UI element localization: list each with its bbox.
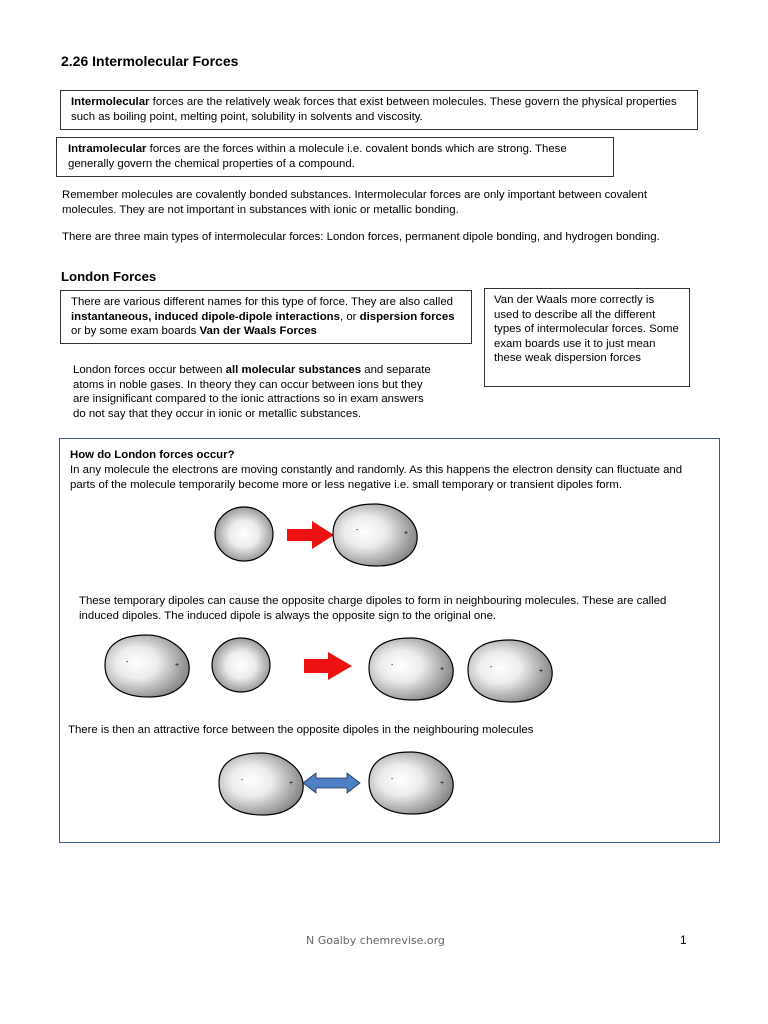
occur-paragraph: London forces occur between all molecular substances and separate atoms in noble gases. In theory they can occur between ions but they are insignificant compared to the ionic attractions so in exam answers do not say that they occur in ionic or metallic substances.	[73, 364, 431, 420]
minus-sign: -	[391, 662, 394, 669]
minus-sign: -	[356, 527, 359, 534]
footer-credit: N Goalby chemrevise.org	[306, 934, 445, 947]
neutral-molecule	[215, 507, 273, 561]
red-arrow-1	[287, 521, 334, 549]
van-der-waals-text: Van der Waals more correctly is used to describe all the different types of intermolecular forces. Some exam boards use it to just mean these weak dispersion forces	[494, 294, 679, 365]
plus-sign: +	[404, 530, 409, 537]
plus-sign: +	[440, 666, 445, 673]
minus-sign: -	[241, 777, 244, 784]
red-arrow-2	[304, 652, 352, 680]
london-forces-heading: London Forces	[61, 269, 157, 284]
intermolecular-definition: Intermolecular forces are the relatively weak forces that exist between molecules. These govern the physical properties such as boiling point, melting point, solubility in solvents and viscosity.	[71, 96, 677, 123]
minus-sign: -	[490, 664, 493, 671]
types-paragraph: There are three main types of intermolecular forces: London forces, permanent dipole bonding, and hydrogen bonding.	[62, 231, 660, 243]
plus-sign: +	[440, 780, 445, 787]
plus-sign: +	[175, 662, 180, 669]
neutral-molecule	[212, 638, 270, 692]
plus-sign: +	[539, 668, 544, 675]
attractive-text: There is then an attractive force between the opposite dipoles in the neighbouring molecules	[68, 724, 534, 736]
remember-paragraph: Remember molecules are covalently bonded substances. Intermolecular forces are only important between covalent molecules. They are not important in substances with ionic or metallic bonding.	[62, 189, 648, 216]
induced-text: These temporary dipoles can cause the opposite charge dipoles to form in neighbouring molecules. These are called induced dipoles. The induced dipole is always the opposite sign to the original one.	[79, 595, 667, 622]
minus-sign: -	[391, 776, 394, 783]
intramolecular-definition: Intramolecular forces are the forces within a molecule i.e. covalent bonds which are strong. These generally govern the chemical properties of a compound.	[68, 143, 567, 170]
how-text: In any molecule the electrons are moving constantly and randomly. As this happens the electron density can fluctuate and parts of the molecule temporarily become more or less negative i.e. small temporary or transient dipoles form.	[70, 464, 683, 491]
plus-sign: +	[289, 780, 294, 787]
how-heading: How do London forces occur?	[70, 449, 235, 461]
page-number: 1	[680, 933, 687, 947]
double-arrow	[303, 773, 360, 793]
names-text: There are various different names for this type of force. They are also called instantaneous, induced dipole-dipole interactions, or dispersion forces or by some exam boards Van der Waals Forces	[71, 296, 455, 338]
page-title: 2.26 Intermolecular Forces	[61, 53, 239, 69]
minus-sign: -	[126, 659, 129, 666]
